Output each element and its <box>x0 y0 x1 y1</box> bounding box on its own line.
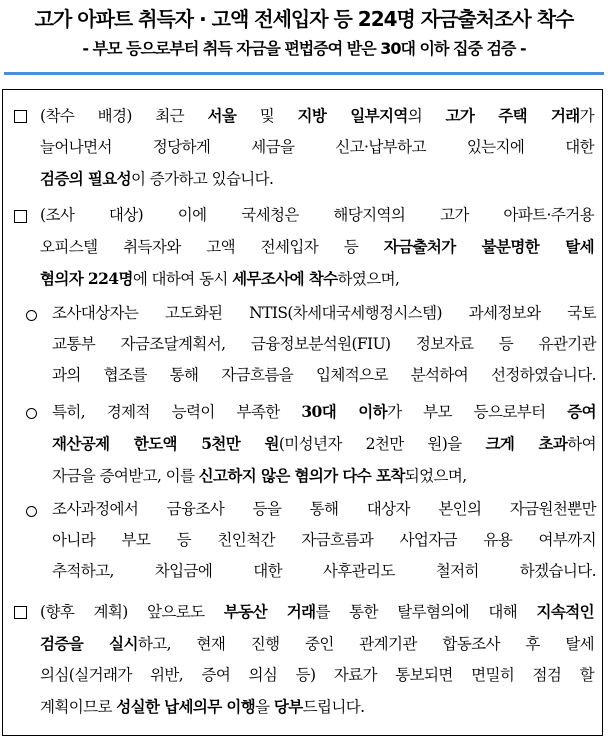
paragraph-background <box>40 100 594 195</box>
square-bullet-icon <box>14 606 27 619</box>
text-line: 늘어나면서 정당하게 세금을 신고·납부하고 있는지에 대한 <box>40 138 594 156</box>
paragraph-targets <box>40 200 594 295</box>
text-line: (조사 대상) 이에 국세청은 해당지역의 고가 아파트·주거용 <box>40 206 594 224</box>
text-line: 혐의자 224명에 대하여 동시 세무조사에 착수하였으며, <box>40 269 400 288</box>
text-line: 과의 협조를 통해 자금흐름을 입체적으로 분석하여 선정하였습니다. <box>52 366 596 384</box>
text-line: 의심(실거래가 위반, 증여 의심 등) 자료가 통보되면 면밀히 점검 할 <box>40 666 594 684</box>
text-line: 아니라 부모 등 친인척간 자금흐름과 사업자금 유용 여부까지 <box>52 531 596 549</box>
text-line: 재산공제 한도액 5천만 원(미성년자 2천만 원)을 크게 초과하여 <box>52 434 596 453</box>
text-line: 특히, 경제적 능력이 부족한 30대 이하가 부모 등으로부터 증여 <box>52 402 596 421</box>
text-line: 계획이므로 성실한 납세의무 이행을 당부드립니다. <box>40 697 365 716</box>
text-line: 오피스텔 취득자와 고액 전세입자 등 자금출처가 불분명한 탈세 <box>40 237 595 256</box>
paragraph-under-30 <box>52 396 596 492</box>
text-line: 검증을 실시하고, 현재 진행 중인 관계기관 합동조사 후 탈세 <box>40 634 594 653</box>
square-bullet-icon <box>14 210 27 223</box>
document-subtitle: - 부모 등으로부터 취득 자금을 편법증여 받은 30대 이하 집중 검증 - <box>82 39 526 58</box>
text-line: 추적하고, 차입금에 대한 사후관리도 철저히 하겠습니다. <box>52 562 596 580</box>
text-line: 자금을 증여받고, 이를 신고하지 않은 혐의가 다수 포착되었으며, <box>52 466 467 485</box>
text-line: 조사대상자는 고도화된 NTIS(차세대국세행정시스템) 과세정보와 국토 <box>52 304 596 322</box>
paragraph-selection <box>52 298 596 391</box>
circle-bullet-icon <box>26 310 37 321</box>
paragraph-future-plan <box>40 596 594 723</box>
circle-bullet-icon <box>26 506 37 517</box>
circle-bullet-icon <box>26 408 37 419</box>
title-divider <box>4 72 604 75</box>
text-line: 교통부 자금조달계획서, 금융정보분석원(FIU) 정보자료 등 유관기관 <box>52 335 596 353</box>
text-line: 조사과정에서 금융조사 등을 통해 대상자 본인의 자금원천뿐만 <box>52 500 596 518</box>
square-bullet-icon <box>14 110 27 123</box>
paragraph-investigation <box>52 494 596 587</box>
text-line: 검증의 필요성이 증가하고 있습니다. <box>40 169 274 188</box>
document-title: 고가 아파트 취득자 · 고액 전세입자 등 224명 자금출처조사 착수 <box>34 7 574 31</box>
text-line: (향후 계획) 앞으로도 부동산 거래를 통한 탈루혐의에 대해 지속적인 <box>40 602 594 621</box>
text-line: (착수 배경) 최근 서울 및 지방 일부지역의 고가 주택 거래가 <box>40 106 594 125</box>
